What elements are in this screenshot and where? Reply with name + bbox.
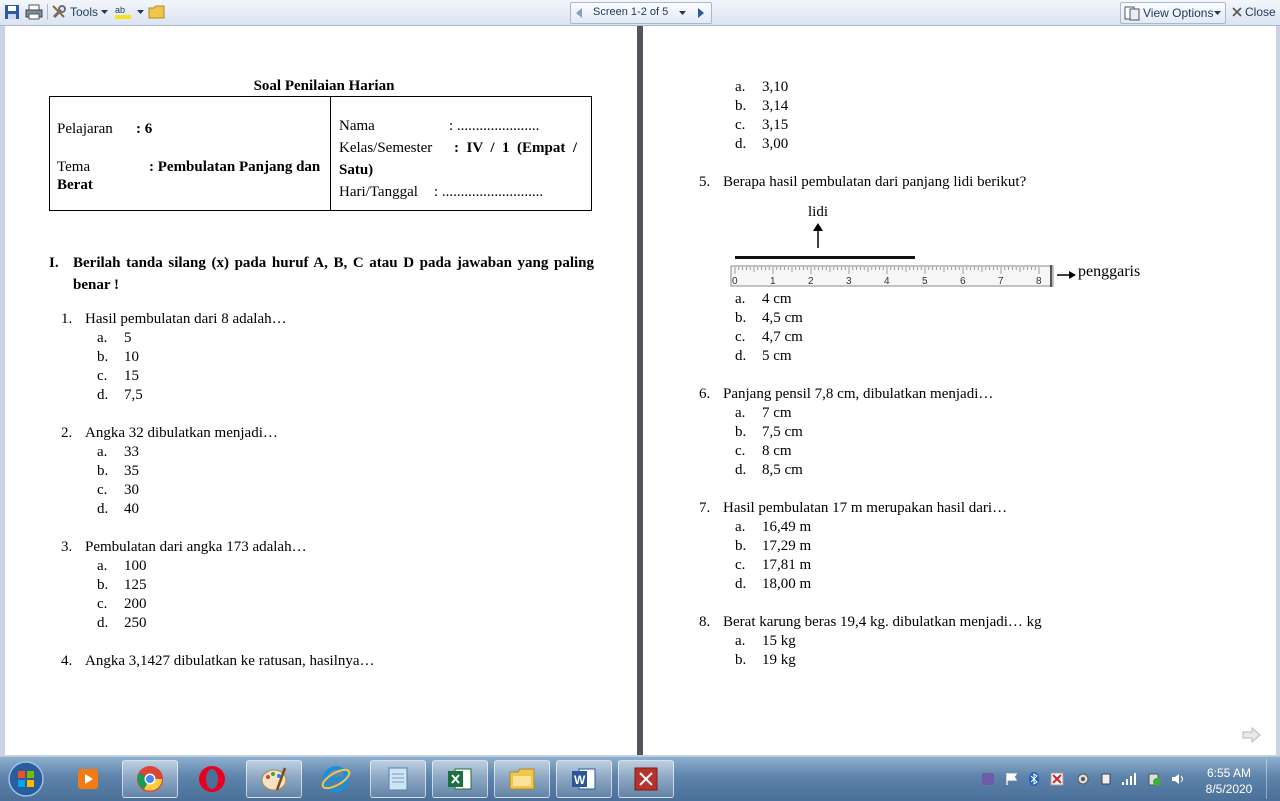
- pelajaran-value: : 6: [136, 121, 153, 137]
- answer-option: [97, 330, 297, 349]
- clock-date: 8/5/2020: [1205, 782, 1253, 796]
- option-value: 4,7 cm: [762, 329, 803, 345]
- option-value: 17,29 m: [762, 538, 812, 554]
- security-alert-icon[interactable]: [1049, 771, 1065, 787]
- ruler-number: 3: [846, 276, 852, 287]
- tools-icon: [51, 4, 67, 20]
- answer-option: [97, 501, 297, 520]
- option-value: 19 kg: [762, 652, 796, 668]
- ruler-number: 4: [884, 276, 890, 287]
- option-letter: d.: [97, 615, 109, 631]
- question-text: Hasil pembulatan dari 8 adalah…: [85, 311, 287, 327]
- option-value: 30: [124, 482, 139, 498]
- option-value: 3,00: [762, 136, 789, 152]
- action-center-flag-icon[interactable]: [1003, 771, 1019, 787]
- question-number: 7.: [699, 500, 711, 516]
- internet-explorer-icon: [321, 764, 351, 794]
- answer-option: [735, 310, 935, 329]
- answer-option: [735, 519, 935, 538]
- answer-option: [735, 136, 935, 155]
- next-screen-button[interactable]: [693, 3, 709, 23]
- answer-option: [97, 444, 297, 463]
- ruler-number: 2: [808, 276, 814, 287]
- section-number: I.: [49, 255, 59, 271]
- spelling-icon: [114, 4, 134, 20]
- option-letter: d.: [735, 348, 747, 364]
- ruler-number: 5: [922, 276, 928, 287]
- show-desktop-button[interactable]: [1266, 759, 1279, 799]
- identity-cell-left: [50, 97, 331, 211]
- close-icon: [1232, 7, 1242, 17]
- option-value: 10: [124, 349, 139, 365]
- question-text: Berat karung beras 19,4 kg. dibulatkan menjadi… kg: [723, 614, 1042, 630]
- taskbar-opera[interactable]: [184, 760, 240, 798]
- option-letter: a.: [735, 79, 746, 95]
- battery-icon[interactable]: [1146, 771, 1162, 787]
- view-options-menu[interactable]: [1120, 2, 1226, 24]
- lidi-label: lidi: [808, 204, 829, 220]
- option-letter: a.: [97, 444, 108, 460]
- taskbar-notepad[interactable]: [370, 760, 426, 798]
- windows-start-icon: [7, 760, 45, 798]
- answer-option: [97, 349, 297, 368]
- question-text: Angka 32 dibulatkan menjadi…: [85, 425, 278, 441]
- next-page-arrow-icon[interactable]: [1242, 727, 1262, 743]
- option-value: 5 cm: [762, 348, 792, 364]
- bluetooth-icon[interactable]: [1026, 771, 1042, 787]
- option-letter: a.: [97, 558, 108, 574]
- option-value: 18,00 m: [762, 576, 812, 592]
- answer-option: [97, 368, 297, 387]
- answer-option: [97, 482, 297, 501]
- file-explorer-icon: [507, 764, 537, 794]
- question-text: Pembulatan dari angka 173 adalah…: [85, 539, 307, 555]
- question-text: Berapa hasil pembulatan dari panjang lidi berikut?: [723, 174, 1027, 190]
- question-number: 2.: [61, 425, 73, 441]
- tray-app-icon[interactable]: [980, 771, 996, 787]
- option-letter: c.: [97, 368, 108, 384]
- option-letter: b.: [97, 349, 109, 365]
- answer-option: [735, 633, 935, 652]
- svg-text:ab: ab: [115, 5, 126, 15]
- option-letter: b.: [97, 577, 109, 593]
- ruler-number: 8: [1036, 276, 1042, 287]
- option-letter: c.: [735, 443, 746, 459]
- ruler-number: 6: [960, 276, 966, 287]
- ruler-figure: [729, 251, 1059, 293]
- option-letter: d.: [735, 136, 747, 152]
- option-value: 250: [124, 615, 147, 631]
- question-number: 4.: [61, 653, 73, 669]
- network-signal-icon[interactable]: [1121, 771, 1137, 787]
- svg-text:W: W: [574, 773, 586, 787]
- answer-option: [735, 79, 935, 98]
- kelas-label: Kelas/Semester: [339, 140, 433, 156]
- print-icon: [25, 4, 43, 20]
- screen-indicator[interactable]: Screen 1-2 of 5: [593, 6, 669, 18]
- answer-option: [735, 348, 935, 367]
- identity-cell-right: [331, 97, 592, 211]
- save-icon: [4, 4, 20, 20]
- penggaris-label: penggaris: [1078, 263, 1141, 280]
- option-value: 33: [124, 444, 139, 460]
- option-letter: a.: [735, 291, 746, 307]
- option-letter: b.: [735, 538, 747, 554]
- lidi-stick: [735, 256, 915, 259]
- answer-option: [735, 652, 935, 671]
- nama-label: Nama: [339, 118, 375, 134]
- text-highlight-button[interactable]: [114, 3, 144, 21]
- option-value: 3,14: [762, 98, 789, 114]
- option-value: 5: [124, 330, 132, 346]
- view-options-label: View Options: [1143, 6, 1214, 20]
- option-value: 4 cm: [762, 291, 792, 307]
- hari-value: : ...........................: [434, 184, 544, 200]
- taskbar-word[interactable]: [556, 760, 612, 798]
- option-value: 200: [124, 596, 147, 612]
- print-button[interactable]: [25, 3, 43, 21]
- media-player-icon: [74, 765, 102, 793]
- option-value: 15 kg: [762, 633, 796, 649]
- hari-label: Hari/Tanggal: [339, 184, 418, 200]
- option-value: 3,10: [762, 79, 789, 95]
- close-button[interactable]: [1232, 3, 1276, 21]
- option-letter: d.: [735, 576, 747, 592]
- pelajaran-label: Pelajaran: [57, 121, 113, 137]
- notepad-icon: [383, 764, 413, 794]
- option-value: 35: [124, 463, 139, 479]
- option-letter: c.: [735, 557, 746, 573]
- up-arrow-icon: [811, 223, 825, 249]
- option-letter: d.: [97, 501, 109, 517]
- option-value: 16,49 m: [762, 519, 812, 535]
- ruler-number: 1: [770, 276, 776, 287]
- page-title: Soal Penilaian Harian: [253, 78, 395, 94]
- answer-option: [735, 98, 935, 117]
- option-value: 3,15: [762, 117, 789, 133]
- option-letter: d.: [735, 462, 747, 478]
- chevron-right-icon: [697, 8, 705, 18]
- answer-option: [97, 615, 297, 634]
- answer-option: [735, 291, 935, 310]
- option-letter: d.: [97, 387, 109, 403]
- answer-option: [735, 405, 935, 424]
- taskbar-chrome[interactable]: [122, 760, 178, 798]
- taskbar-paint[interactable]: [246, 760, 302, 798]
- taskbar-internet-explorer[interactable]: [308, 760, 364, 798]
- word-icon: [569, 764, 599, 794]
- option-value: 7,5: [124, 387, 143, 403]
- option-letter: a.: [735, 405, 746, 421]
- answer-option: [97, 387, 297, 406]
- chevron-left-icon: [575, 8, 583, 18]
- document-page-left: [5, 26, 637, 755]
- chevron-down-icon: [101, 10, 108, 14]
- chevron-down-icon: [137, 10, 144, 14]
- option-letter: b.: [97, 463, 109, 479]
- option-value: 15: [124, 368, 139, 384]
- answer-option: [97, 596, 297, 615]
- paint-icon: [259, 764, 289, 794]
- answer-option: [735, 329, 935, 348]
- tray-settings-icon[interactable]: [1075, 771, 1091, 787]
- chrome-icon: [135, 764, 165, 794]
- opera-icon: [197, 764, 227, 794]
- save-button[interactable]: [4, 3, 20, 21]
- right-arrow-icon: [1057, 270, 1077, 280]
- option-letter: a.: [735, 633, 746, 649]
- document-page-right: [643, 26, 1276, 755]
- answer-option: [735, 424, 935, 443]
- answer-option: [97, 558, 297, 577]
- start-button[interactable]: [2, 760, 50, 798]
- tema-value: : Pembulatan Panjang dan: [149, 159, 321, 175]
- tools-label: Tools: [70, 5, 99, 19]
- option-letter: b.: [735, 98, 747, 114]
- question-text: Panjang pensil 7,8 cm, dibulatkan menjadi…: [723, 386, 994, 402]
- section-instruction: [49, 252, 594, 296]
- option-value: 40: [124, 501, 139, 517]
- option-value: 7,5 cm: [762, 424, 803, 440]
- screen-navigator: [570, 2, 712, 24]
- option-letter: c.: [735, 329, 746, 345]
- option-value: 8,5 cm: [762, 462, 803, 478]
- answer-option: [735, 538, 935, 557]
- question-number: 8.: [699, 614, 711, 630]
- chevron-down-icon: [1214, 11, 1221, 15]
- option-letter: c.: [735, 117, 746, 133]
- answer-option: [97, 577, 297, 596]
- ruler-number: 7: [998, 276, 1004, 287]
- view-options-icon: [1124, 5, 1140, 21]
- option-value: 125: [124, 577, 147, 593]
- tema-label: Tema: [57, 159, 91, 175]
- answer-option: [735, 557, 935, 576]
- option-value: 4,5 cm: [762, 310, 803, 326]
- question-text: Hasil pembulatan 17 m merupakan hasil dari…: [723, 500, 1008, 516]
- excel-icon: [445, 764, 475, 794]
- answer-option: [735, 117, 935, 136]
- chevron-down-icon: [679, 11, 686, 15]
- question-number: 1.: [61, 311, 73, 327]
- answer-option: [735, 462, 935, 481]
- answer-option: [735, 576, 935, 595]
- option-letter: c.: [97, 482, 108, 498]
- identity-table: [49, 96, 592, 211]
- ruler-number: 0: [732, 276, 738, 287]
- folder-button[interactable]: [148, 3, 166, 21]
- answer-option: [735, 443, 935, 462]
- taskbar-media-player[interactable]: [60, 760, 116, 798]
- question-number: 6.: [699, 386, 711, 402]
- section-text: Berilah tanda silang (x) pada huruf A, B, C atau D pada jawaban yang paling benar !: [73, 255, 594, 293]
- option-letter: b.: [735, 310, 747, 326]
- option-letter: b.: [735, 424, 747, 440]
- option-value: 17,81 m: [762, 557, 812, 573]
- question-number: 3.: [61, 539, 73, 555]
- option-value: 7 cm: [762, 405, 792, 421]
- nama-value: : ......................: [449, 118, 540, 134]
- clock-time: 6:55 AM: [1206, 766, 1252, 780]
- tema-value-continued: Berat: [57, 177, 93, 193]
- taskbar-explorer[interactable]: [494, 760, 550, 798]
- option-letter: a.: [97, 330, 108, 346]
- folder-icon: [148, 4, 166, 20]
- volume-icon[interactable]: [1170, 771, 1186, 787]
- option-letter: c.: [97, 596, 108, 612]
- usb-device-icon[interactable]: [1098, 771, 1114, 787]
- question-text: Angka 3,1427 dibulatkan ke ratusan, hasilnya…: [85, 653, 375, 669]
- taskbar-access[interactable]: [618, 760, 674, 798]
- access-icon: [631, 764, 661, 794]
- close-label: Close: [1245, 5, 1276, 19]
- previous-screen-button[interactable]: [571, 3, 587, 23]
- kelas-value-continued: Satu): [339, 162, 374, 178]
- question-number: 5.: [699, 174, 711, 190]
- option-letter: a.: [735, 519, 746, 535]
- option-value: 100: [124, 558, 147, 574]
- system-clock[interactable]: [1196, 765, 1262, 797]
- taskbar: [0, 756, 1280, 801]
- kelas-value: : IV / 1 (Empat /: [454, 140, 578, 156]
- option-value: 8 cm: [762, 443, 792, 459]
- reading-toolbar: [0, 0, 1280, 26]
- tools-menu[interactable]: [51, 3, 108, 21]
- answer-option: [97, 463, 297, 482]
- option-letter: b.: [735, 652, 747, 668]
- taskbar-excel[interactable]: [432, 760, 488, 798]
